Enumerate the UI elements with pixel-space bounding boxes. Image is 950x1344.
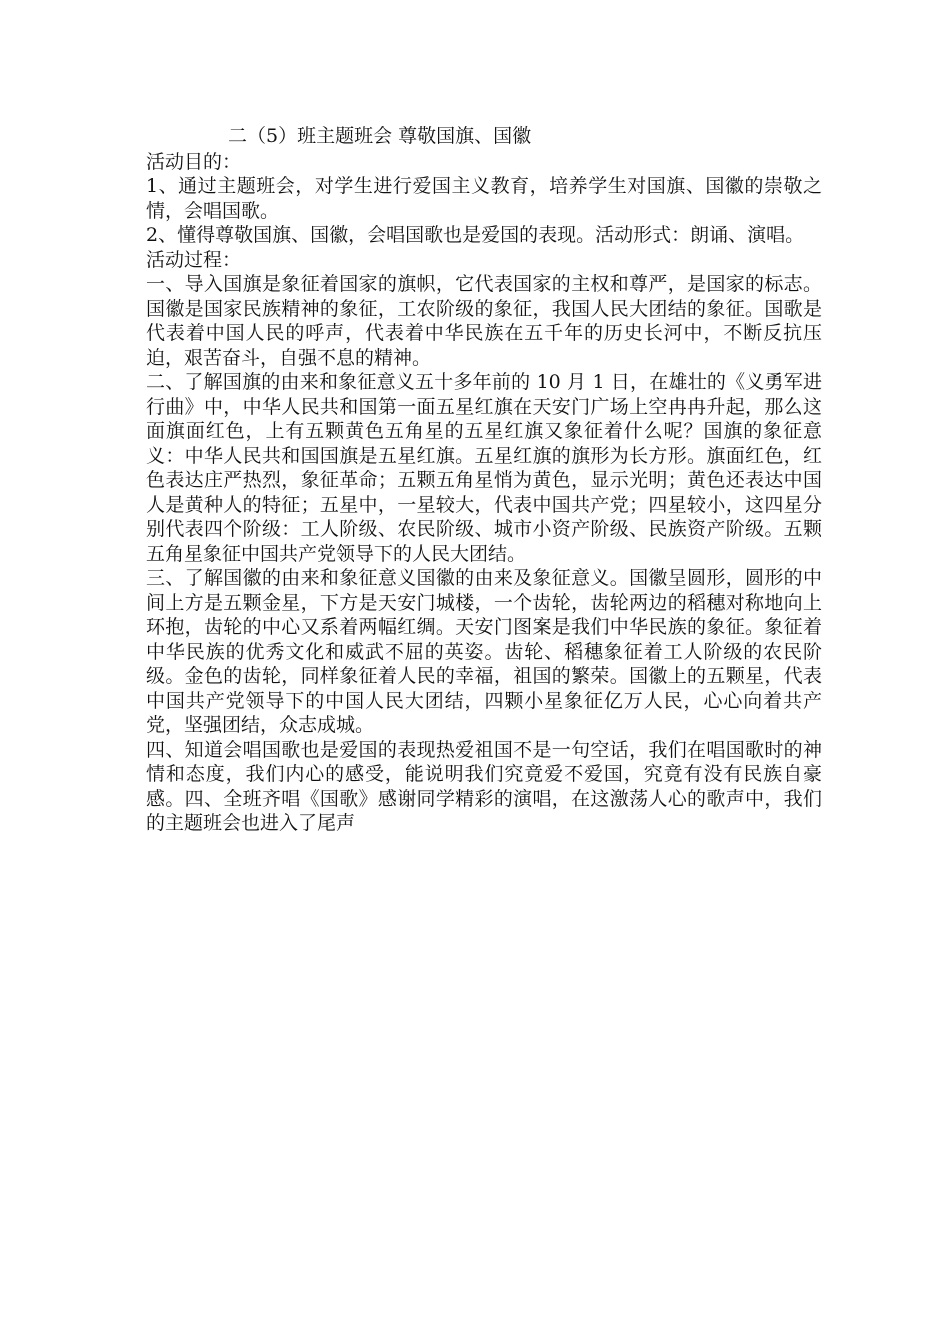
process-section-2: 二、了解国旗的由来和象征意义五十多年前的 10 月 1 日，在雄壮的《义勇军进行曲》中，中华人民共和国第一面五星红旗在天安门广场上空冉冉升起，那么这面旗面红色，上有五颗黄色五角星的五星红旗又象征着什么呢？国旗的象征意义：中华人民共和国国旗是五星红旗。五星红旗的旗形为长方形。旗面红色，红色表达庄严热烈，象征革命；五颗五角星悄为黄色，显示光明；黄色还表达中国人是黄种人的特征；五星中，一星较大，代表中国共产党；四星较小，这四星分别代表四个阶级：工人阶级、农民阶级、城市小资产阶级、民族资产阶级。五颗五角星象征中国共产党领导下的人民大团结。 bbox=[146, 371, 822, 565]
document-body bbox=[146, 124, 822, 836]
purpose-item-2: 2、懂得尊敬国旗、国徽，会唱国歌也是爱国的表现。活动形式：朗诵、演唱。 bbox=[146, 224, 805, 246]
purpose-item-1: 1、通过主题班会，对学生进行爱国主义教育，培养学生对国旗、国徽的崇敬之情，会唱国歌。 bbox=[146, 175, 822, 222]
purpose-heading: 活动目的： bbox=[146, 150, 242, 173]
process-section-3: 三、了解国徽的由来和象征意义国徽的由来及象征意义。国徽呈圆形，圆形的中间上方是五颗金星，下方是天安门城楼，一个齿轮，齿轮两边的稻穗对称地向上环抱，齿轮的中心又系着两幅红绸。天安门图案是我们中华民族的象征。象征着中华民族的优秀文化和威武不屈的英姿。齿轮、稻穗象征着工人阶级的农民阶级。金色的齿轮，同样象征着人民的幸福，祖国的繁荣。国徽上的五颗星，代表中国共产党领导下的中国人民大团结，四颗小星象征亿万人民，心心向着共产党，坚强团结，众志成城。 bbox=[146, 567, 822, 736]
process-heading: 活动过程： bbox=[146, 248, 242, 271]
process-section-4: 四、知道会唱国歌也是爱国的表现热爱祖国不是一句空话，我们在唱国歌时的神情和态度，我们内心的感受，能说明我们究竟爱不爱国，究竟有没有民族自豪感。四、全班齐唱《国歌》感谢同学精彩的演唱，在这激荡人心的歌声中，我们的主题班会也进入了尾声 bbox=[146, 738, 822, 834]
document-title: 二（5）班主题班会 尊敬国旗、国徽 bbox=[228, 125, 532, 147]
process-section-1: 一、导入国旗是象征着国家的旗帜，它代表国家的主权和尊严，是国家的标志。国徽是国家民族精神的象征，工农阶级的象征，我国人民大团结的象征。国歌是代表着中国人民的呼声，代表着中华民族在五千年的历史长河中，不断反抗压迫，艰苦奋斗，自强不息的精神。 bbox=[146, 273, 822, 369]
